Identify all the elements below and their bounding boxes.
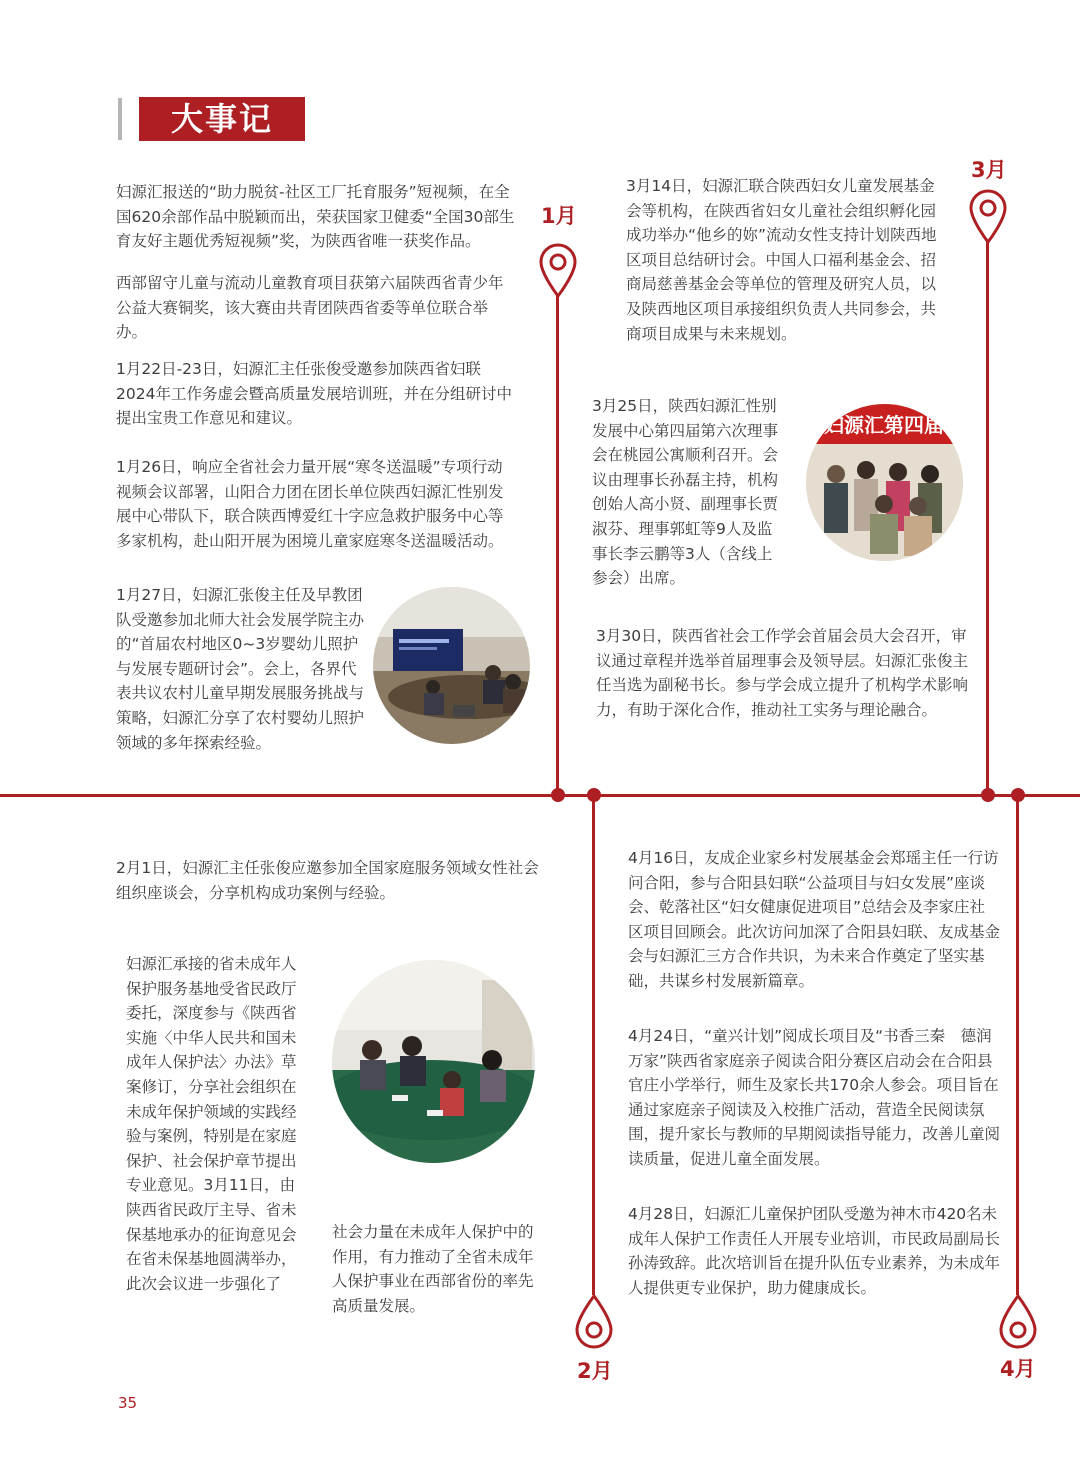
map-pin-icon-feb xyxy=(574,1294,614,1350)
month-label-feb: 2月 xyxy=(577,1359,613,1383)
event-mar-1: 3月14日，妇源汇联合陕西妇女儿童发展基金会等机构，在陕西省妇女儿童社会组织孵化园成功举办“他乡的妳”流动女性支持计划陕西地区项目总结研讨会。中国人口福利基金会、招商局慈善基金会等单位的管理及研究人员，以及陕西地区项目承接组织负责人共同参会，共商项目成果与未来规划。 xyxy=(626,177,937,343)
timeline-dot-jan xyxy=(551,788,565,802)
event-apr-3: 4月28日，妇源汇儿童保护团队受邀为神木市420名未成年人保护工作责任人开展专业培训，市民政局副局长孙涛致辞。此次培训旨在提升队伍专业素养，为未成年人提供更专业保护，助力健康成长。 xyxy=(628,1205,1001,1297)
event-jan-3: 1月22日-23日，妇源汇主任张俊受邀参加陕西省妇联2024年工作务虚会暨高质量发展培训班，并在分组研讨中提出宝贵工作意见和建议。 xyxy=(116,360,512,428)
event-jan-1: 妇源汇报送的“助力脱贫-社区工厂托育服务”短视频，在全国620余部作品中脱颖而出，荣获国家卫健委“全国30部生育友好主题优秀短视频”奖，为陕西省唯一获奖作品。 xyxy=(116,183,515,251)
event-apr-2: 4月24日，“童兴计划”阅成长项目及“书香三秦 德润万家”陕西省家庭亲子阅读合阳分赛区启动会在合阳县官庄小学举行，师生及家长共170余人参会。项目旨在通过家庭亲子阅读及入校推广活动，营造全民阅读氛围，提升家长与教师的早期阅读指导能力，改善儿童阅读质量，促进儿童全面发展。 xyxy=(628,1027,1001,1168)
map-pin-icon-apr xyxy=(998,1294,1038,1350)
photo-jan-seminar xyxy=(373,587,530,744)
page-number: 35 xyxy=(118,1394,138,1412)
map-pin-icon-mar xyxy=(968,188,1008,244)
event-mar-2: 3月25日，陕西妇源汇性别发展中心第四届第六次理事会在桃园公寓顺利召开。会议由理事长孙磊主持，机构创始人高小贤、副理事长贾淑芬、理事郭虹等9人及监事长李云鹏等3人（含线上参会）出席。 xyxy=(592,397,779,588)
event-feb-2a: 妇源汇承接的省未成年人保护服务基地受省民政厅委托，深度参与《陕西省实施〈中华人民共和国未成年人保护法〉办法》草案修订，分享社会组织在未成年保护领域的实践经验与案例，特别是在家庭保护、社会保护章节提出专业意见。3月11日，由陕西省民政厅主导、省未保基地承办的征询意见会在省未保基地圆满举办，此次会议进一步强化了 xyxy=(126,955,297,1293)
photo-banner-text: 妇源汇第四届 xyxy=(824,413,944,437)
event-jan-2: 西部留守儿童与流动儿童教育项目获第六届陕西省青少年公益大赛铜奖，该大赛由共青团陕西省委等单位联合举办。 xyxy=(116,274,504,342)
month-label-mar: 3月 xyxy=(971,158,1007,182)
month-label-jan: 1月 xyxy=(541,204,577,228)
timeline-dot-apr xyxy=(1011,788,1025,802)
map-pin-icon-jan xyxy=(538,242,578,298)
timeline-feb-line xyxy=(592,795,595,1295)
event-apr-1: 4月16日，友成企业家乡村发展基金会郑瑶主任一行访问合阳，参与合阳县妇联“公益项目与妇女发展”座谈会、乾落社区“妇女健康促进项目”总结会及李家庄社区项目回顾会。此次访问加深了合阳县妇联、友成基金会与妇源汇三方合作共识，为未来合作奠定了坚实基础，共谋乡村发展新篇章。 xyxy=(628,849,1001,990)
event-feb-1: 2月1日，妇源汇主任张俊应邀参加全国家庭服务领域女性社会组织座谈会，分享机构成功案例与经验。 xyxy=(116,859,539,902)
photo-mar-board-meeting xyxy=(806,404,963,561)
page-title: 大事记 xyxy=(139,97,305,141)
timeline-apr-line xyxy=(1016,795,1019,1295)
event-feb-2b: 社会力量在未成年人保护中的作用，有力推动了全省未成年人保护事业在西部省份的率先高质量发展。 xyxy=(332,1223,534,1315)
timeline-dot-feb xyxy=(587,788,601,802)
timeline-mar-line xyxy=(986,242,989,795)
timeline-dot-mar xyxy=(981,788,995,802)
timeline-horizontal-line xyxy=(0,794,1080,797)
timeline-jan-line xyxy=(556,295,559,795)
photo-feb-consultation-meeting xyxy=(332,960,535,1163)
event-mar-3: 3月30日，陕西省社会工作学会首届会员大会召开，审议通过章程并选举首届理事会及领导层。妇源汇张俊主任当选为副秘书长。参与学会成立提升了机构学术影响力，有助于深化合作，推动社工实务与理论融合。 xyxy=(596,627,969,719)
month-label-apr: 4月 xyxy=(1000,1357,1036,1381)
title-accent-bar xyxy=(118,98,122,140)
event-jan-4: 1月26日，响应全省社会力量开展“寒冬送温暖”专项行动视频会议部署，山阳合力团在团长单位陕西妇源汇性别发展中心带队下，联合陕西博爱红十字应急救护服务中心等多家机构，赴山阳开展为困境儿童家庭寒冬送温暖活动。 xyxy=(116,458,504,550)
event-jan-5: 1月27日，妇源汇张俊主任及早教团队受邀参加北师大社会发展学院主办的“首届农村地区0~3岁婴幼儿照护与发展专题研讨会”。会上，各界代表共议农村儿童早期发展服务挑战与策略，妇源汇分享了农村婴幼儿照护领域的多年探索经验。 xyxy=(116,586,365,752)
